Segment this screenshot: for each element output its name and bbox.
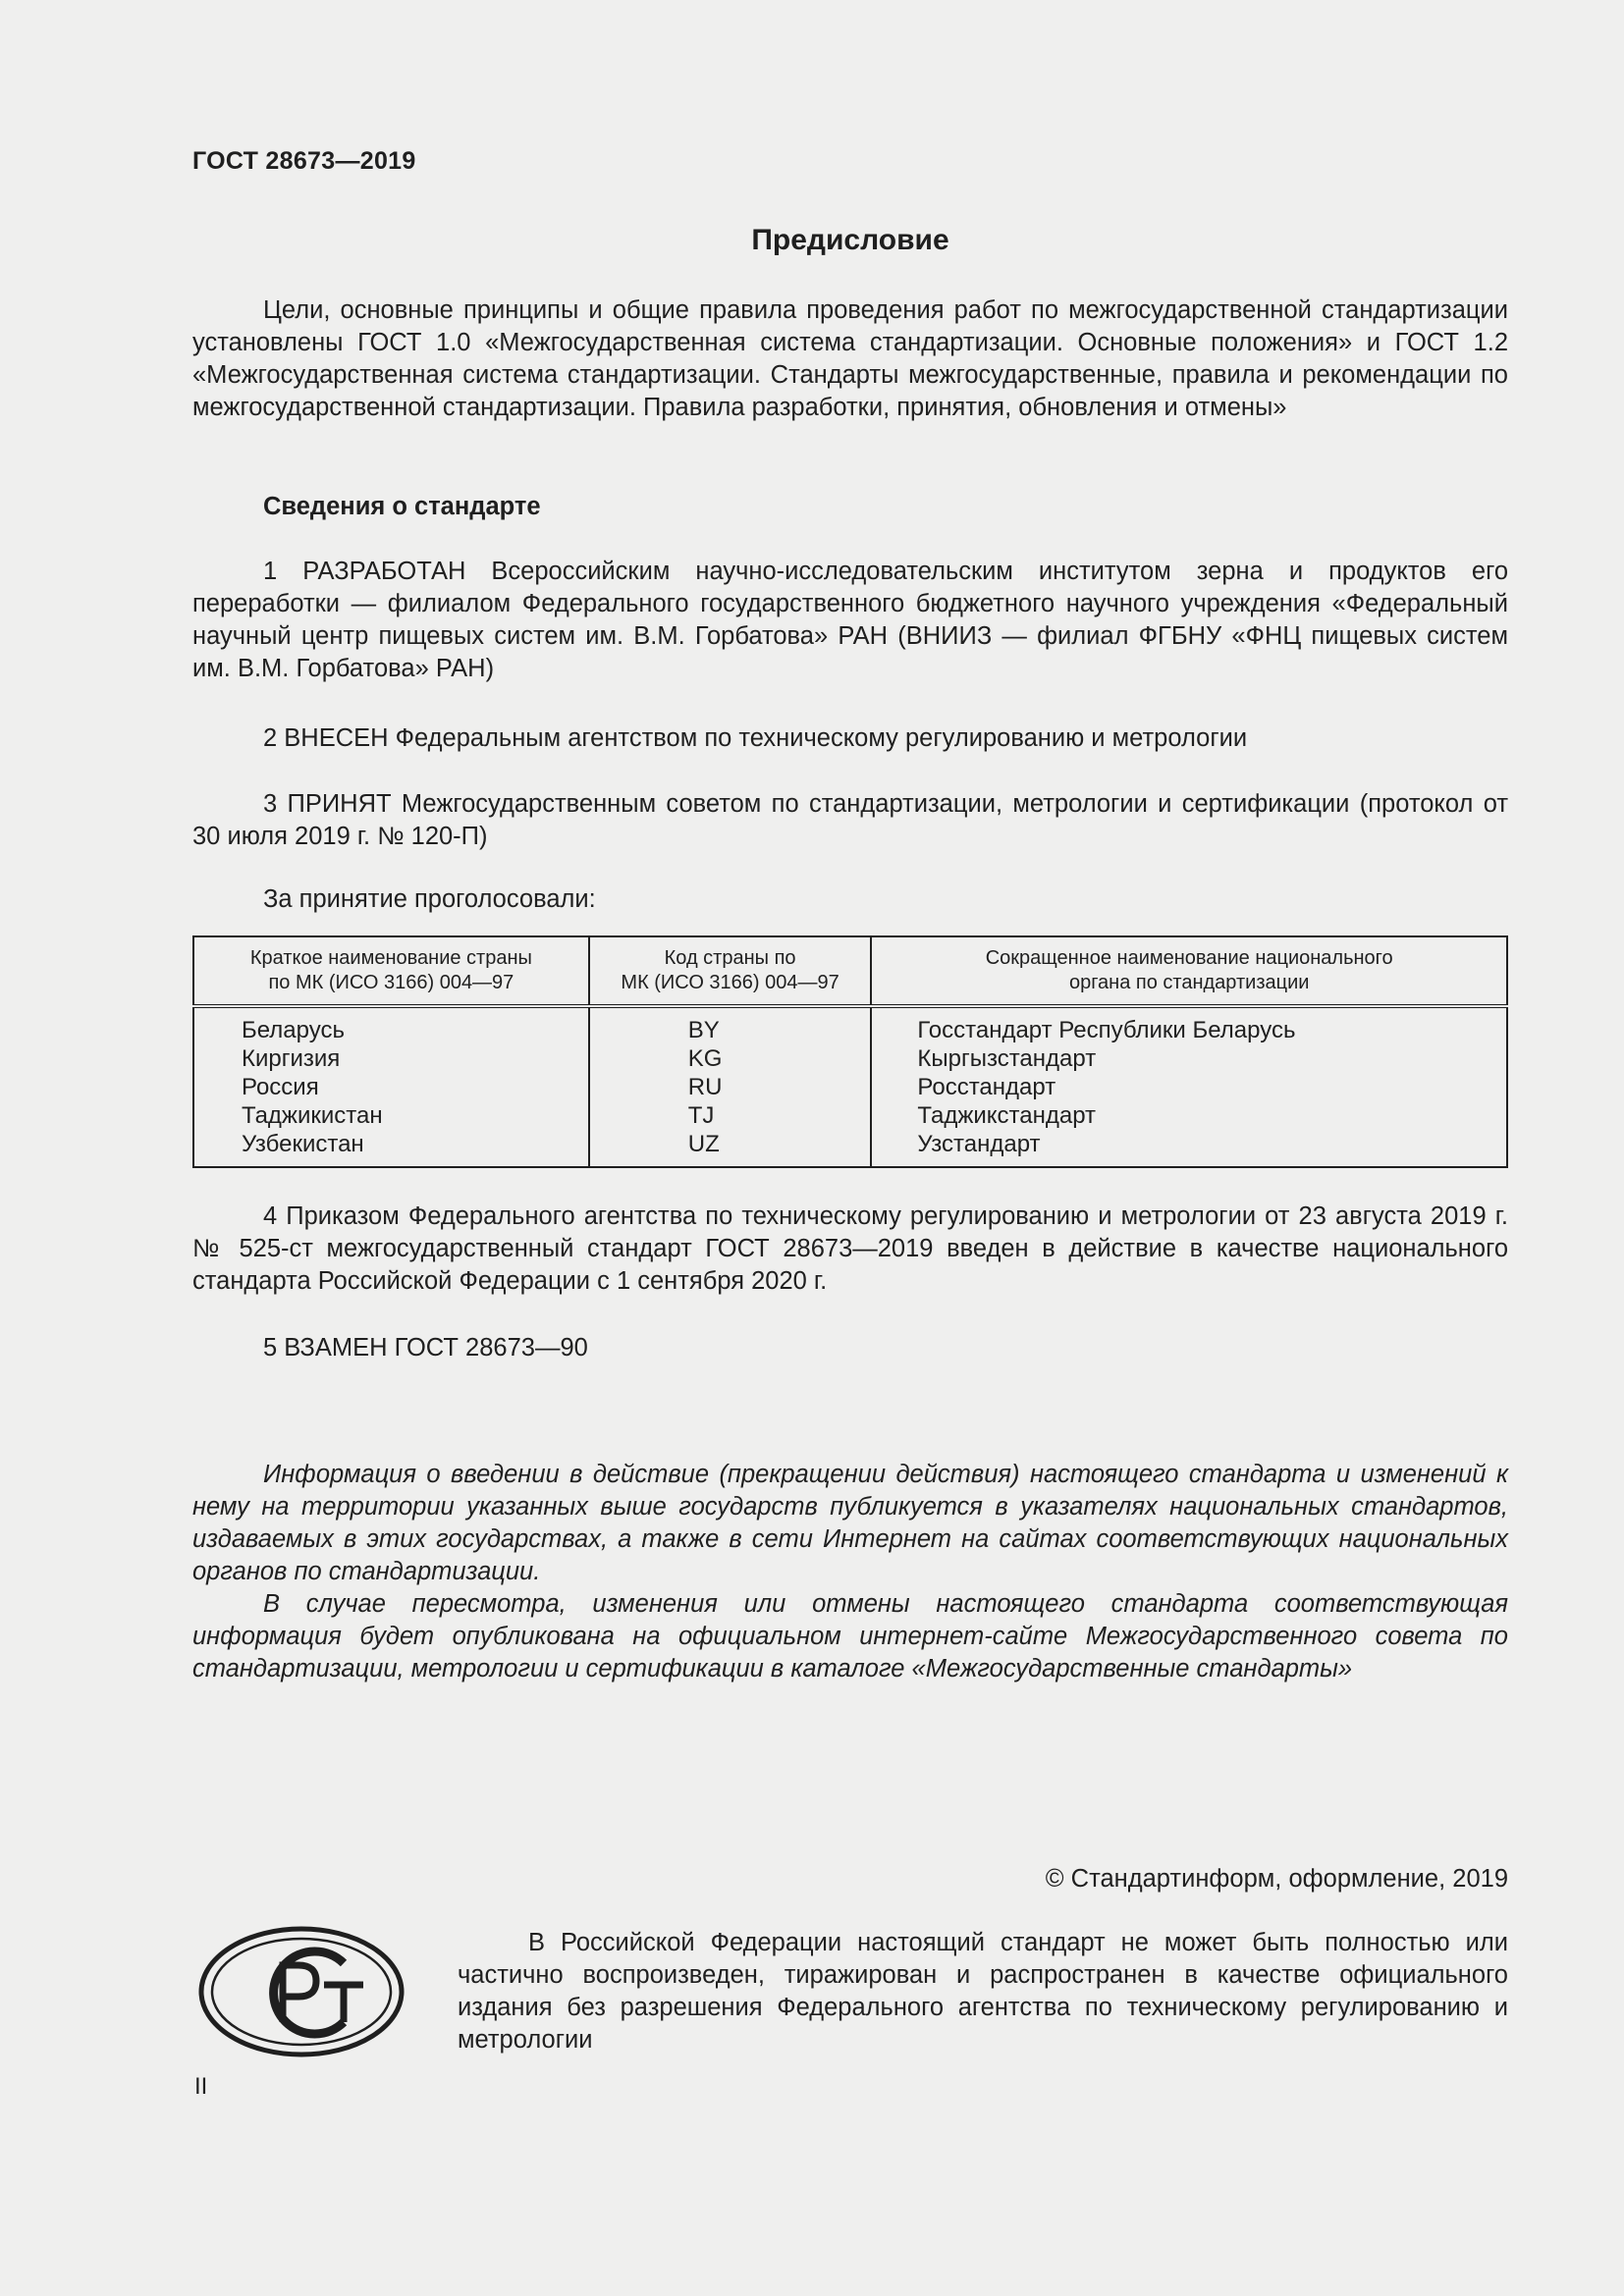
intro-paragraph: Цели, основные принципы и общие правила проведения работ по межгосударственной стандартизации установлены ГОСТ 1.0 «Межгосударственная система стандартизации. Основные положения» и ГОСТ 1.2 «Межгосударственная система стандартизации. Стандарты межгосударственные, правила и рекомендации по межгосударственной стандартизации. Правила разработки, принятия, обновления и отмены» <box>192 296 1508 421</box>
page-title: Предисловие <box>751 224 949 256</box>
standard-info-heading: Сведения о стандарте <box>263 493 541 520</box>
header-code-line2: МК (ИСО 3166) 004—97 <box>621 972 839 993</box>
reproduction-notice: В Российской Федерации настоящий стандарт не может быть полностью или частично воспроизведен, тиражирован и распространен в качестве официального издания без разрешения Федерального агентства по техническому регулированию и метрологии <box>458 1929 1508 2054</box>
country-cell: Киргизия <box>242 1045 341 1072</box>
info-notice <box>192 1459 1508 1685</box>
voting-table <box>192 935 1508 1168</box>
country-cell: Узбекистан <box>242 1131 364 1157</box>
voted-label: За принятие проголосовали: <box>263 885 596 913</box>
organ-cell: Росстандарт <box>917 1074 1056 1100</box>
item-enacted: 4 Приказом Федерального агентства по техническому регулированию и метрологии от 23 августа 2019 г. № 525-ст межгосударственный стандарт ГОСТ 28673—2019 введен в действие в качестве национального стандарта Российской Федерации с 1 сентября 2020 г. <box>192 1202 1508 1295</box>
copyright-line: © Стандартинформ, оформление, 2019 <box>1045 1865 1508 1893</box>
table-header-row <box>193 936 1507 1006</box>
header-country <box>193 936 589 1006</box>
item-introduced: 2 ВНЕСЕН Федеральным агентством по техническому регулированию и метрологии <box>263 724 1248 752</box>
pct-certification-logo-icon <box>196 1924 406 2059</box>
code-cell: TJ <box>687 1102 715 1129</box>
item-adopted: 3 ПРИНЯТ Межгосударственным советом по стандартизации, метрологии и сертификации (протокол от 30 июля 2019 г. № 120-П) <box>192 790 1508 850</box>
header-country-line1: Краткое наименование страны <box>249 947 532 969</box>
organ-cell: Таджикстандарт <box>917 1102 1097 1129</box>
item-developed: 1 РАЗРАБОТАН Всероссийским научно-исследовательским институтом зерна и продуктов его переработки — филиалом Федерального государственного бюджетного научного учреждения «Федеральный научный центр пищевых систем им. В.М. Горбатова» РАН (ВНИИЗ — филиал ФГБНУ «ФНЦ пищевых систем им. В.М. Горбатова» РАН) <box>192 558 1508 682</box>
header-organ-line2: органа по стандартизации <box>1068 972 1310 993</box>
standard-code: ГОСТ 28673—2019 <box>192 147 416 175</box>
header-country-line2: по МК (ИСО 3166) 004—97 <box>268 972 514 993</box>
code-cell: BY <box>687 1017 720 1043</box>
country-cell: Россия <box>242 1074 319 1100</box>
organ-cell: Госстандарт Республики Беларусь <box>917 1017 1296 1043</box>
organ-cell: Кыргызстандарт <box>917 1045 1097 1072</box>
country-cell: Беларусь <box>242 1017 345 1043</box>
info-notice-paragraph-2: В случае пересмотра, изменения или отмены настоящего стандарта соответствующая информация будет опубликована на официальном интернет-сайте Межгосударственного совета по стандартизации, метрологии и сертификации в каталоге «Межгосударственные стандарты» <box>192 1590 1508 1682</box>
page-number: II <box>194 2073 208 2100</box>
code-cell: KG <box>687 1045 723 1072</box>
header-organ-line1: Сокращенное наименование национального <box>985 947 1393 969</box>
item-replaces: 5 ВЗАМЕН ГОСТ 28673—90 <box>263 1334 588 1362</box>
organ-column <box>871 1006 1507 1167</box>
info-notice-paragraph-1: Информация о введении в действие (прекращении действия) настоящего стандарта и изменений к нему на территории указанных выше государств публикуется в указателях национальных стандартов, издаваемых в этих государствах, а также в сети Интернет на сайтах соответствующих национальных органов по стандартизации. <box>192 1461 1508 1585</box>
code-cell: RU <box>687 1074 723 1100</box>
header-code <box>589 936 872 1006</box>
code-column <box>589 1006 872 1167</box>
header-code-line1: Код страны по <box>664 947 796 969</box>
code-cell: UZ <box>687 1131 720 1157</box>
organ-cell: Узстандарт <box>917 1131 1041 1157</box>
header-organ <box>871 936 1507 1006</box>
country-column <box>193 1006 589 1167</box>
country-cell: Таджикистан <box>242 1102 383 1129</box>
table-row <box>193 1006 1507 1167</box>
